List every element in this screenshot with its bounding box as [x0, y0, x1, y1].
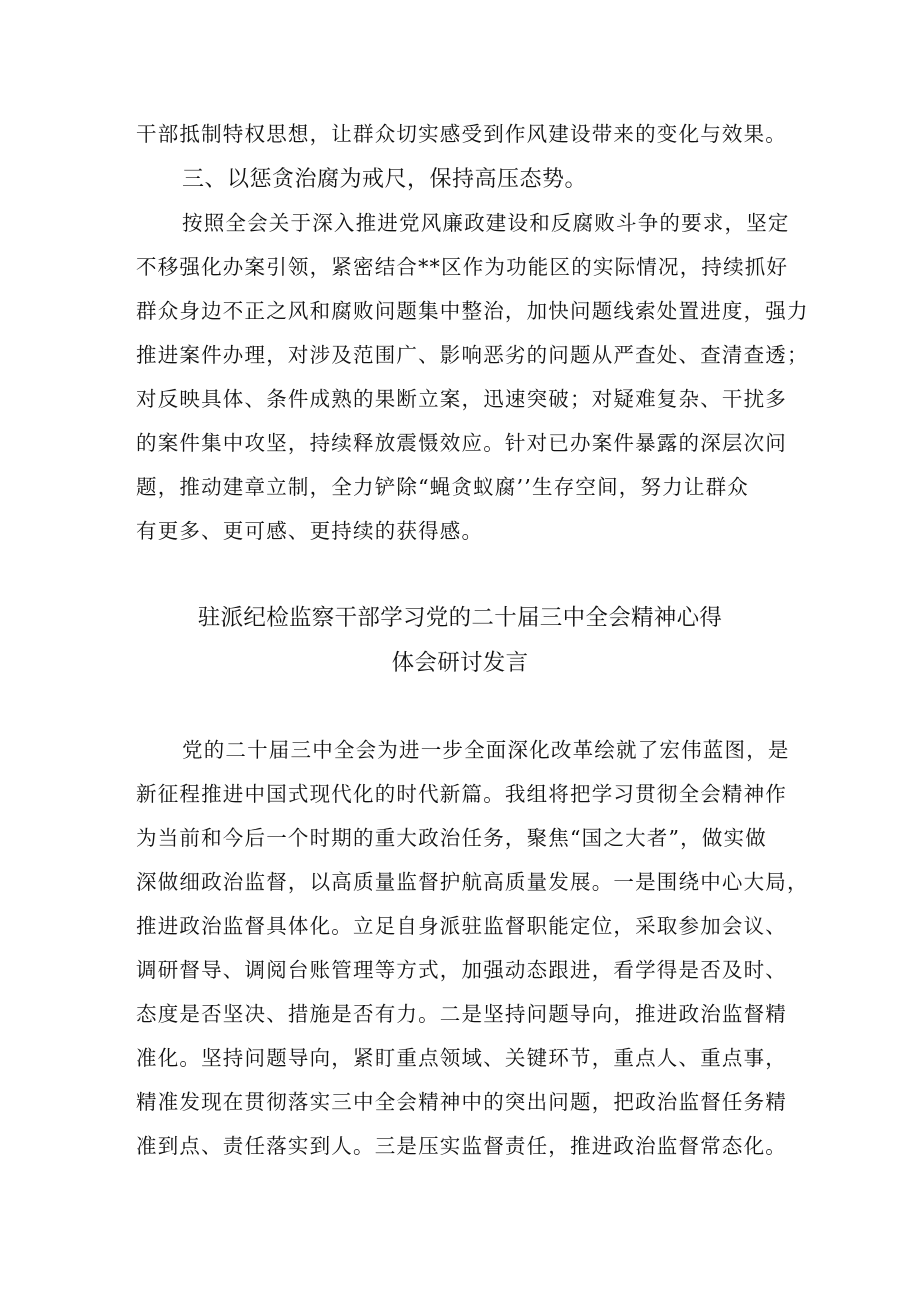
paragraph-line: 新征程推进中国式现代化的时代新篇。我组将把学习贯彻全会精神作: [136, 782, 787, 806]
paragraph-line: 态度是否坚决、措施是否有力。二是坚持问题导向，推进政治监督精: [136, 1002, 787, 1026]
paragraph-line: 调研督导、调阅台账管理等方式，加强动态跟进，看学得是否及时、: [136, 958, 787, 982]
paragraph-line: 群众身边不正之风和腐败问题集中整治，加快问题线索处置进度，强力: [136, 299, 809, 323]
paragraph-line: 推进政治监督具体化。立足自身派驻监督职能定位，采取参加会议、: [136, 914, 787, 938]
paragraph-line: 的案件集中攻坚，持续释放震慑效应。针对已办案件暴露的深层次问: [136, 431, 787, 455]
paragraph-line: 党的二十届三中全会为进一步全面深化改革绘就了宏伟蓝图，是: [182, 738, 790, 762]
paragraph-line: 准化。坚持问题导向，紧盯重点领域、关键环节，重点人、重点事，: [136, 1046, 787, 1070]
paragraph-line: 不移强化办案引领，紧密结合**区作为功能区的实际情况，持续抓好: [136, 255, 789, 279]
paragraph-carry-line: 干部抵制特权思想，让群众切实感受到作风建设带来的变化与效果。: [136, 122, 787, 146]
paragraph-line: 推进案件办理，对涉及范围广、影响恶劣的问题从严查处、查清查透；: [136, 343, 809, 367]
paragraph-line: 题，推动建章立制，全力铲除“蝇贪蚁腐’’生存空间，努力让群众: [136, 475, 750, 499]
section-heading: 三、以惩贪治腐为戒尺，保持高压态势。: [182, 167, 588, 192]
article-title-line-1: 驻派纪检监察干部学习党的二十届三中全会精神心得: [197, 605, 723, 631]
paragraph-line: 有更多、更可感、更持续的获得感。: [136, 519, 484, 543]
paragraph-line: 按照全会关于深入推进党风廉政建设和反腐败斗争的要求，坚定: [182, 211, 790, 235]
paragraph-line: 为当前和今后一个时期的重大政治任务，聚焦“国之大者”，做实做: [136, 826, 767, 850]
paragraph-line: 深做细政治监督，以高质量监督护航高质量发展。一是围绕中心大局，: [136, 870, 809, 894]
paragraph-line: 对反映具体、条件成熟的果断立案，迅速突破；对疑难复杂、干扰多: [136, 387, 787, 411]
paragraph-line: 精准发现在贯彻落实三中全会精神中的突出问题，把政治监督任务精: [136, 1090, 787, 1114]
paragraph-line: 准到点、责任落实到人。三是压实监督责任，推进政治监督常态化。: [136, 1134, 787, 1158]
article-title-line-2: 体会研讨发言: [391, 650, 529, 676]
